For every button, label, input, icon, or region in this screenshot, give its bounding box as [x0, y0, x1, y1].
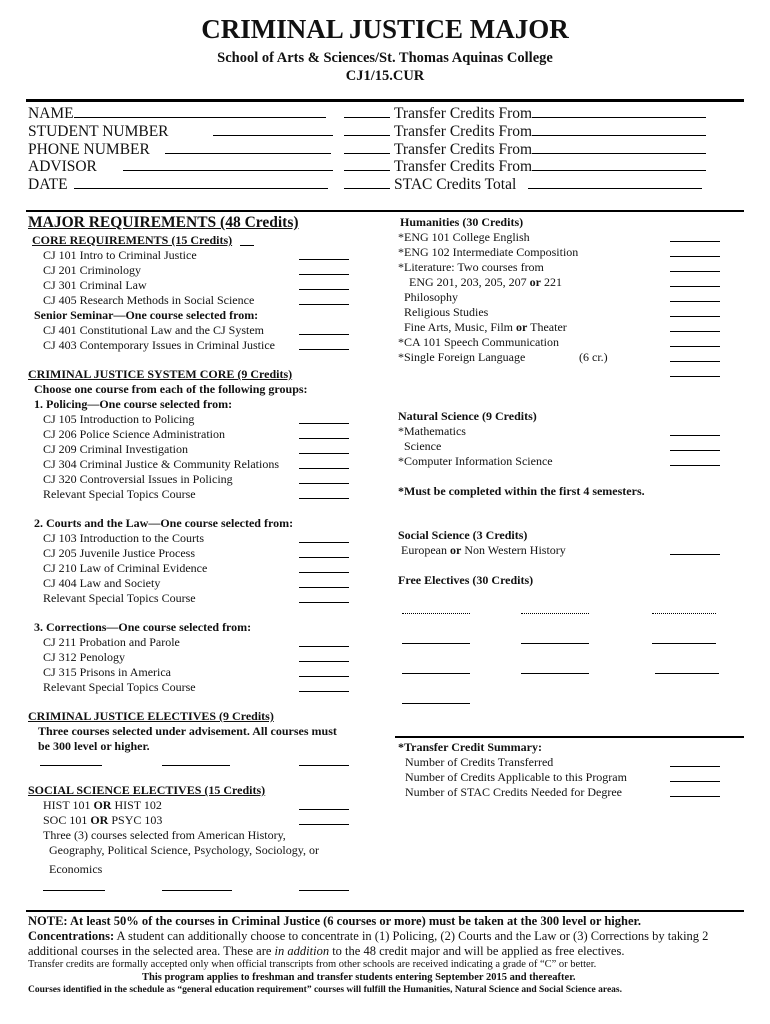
course-cj103: CJ 103 Introduction to the Courts	[43, 531, 204, 545]
ss-electives-text-2: Geography, Political Science, Psychology, Sociology, or	[49, 843, 319, 857]
stac-credits-total[interactable]	[344, 175, 702, 194]
four-semester-note: *Must be completed within the first 4 semesters.	[398, 484, 645, 498]
stac-credits-label: STAC Credits Total	[394, 176, 517, 193]
transfer-from-label: Transfer Credits From	[394, 158, 533, 175]
natural-science-heading: Natural Science (9 Credits)	[398, 409, 537, 423]
heading-underline	[240, 245, 254, 246]
mathematics: *Mathematics	[398, 424, 466, 438]
course-cj201: CJ 201 Criminology	[43, 263, 142, 277]
transfer-from-1[interactable]	[344, 104, 706, 123]
science: Science	[404, 439, 442, 453]
transfer-from-2[interactable]	[344, 122, 706, 141]
literature-requirement: *Literature: Two courses from	[398, 260, 544, 274]
course-special-topics-2: Relevant Special Topics Course	[43, 591, 196, 605]
course-cj105: CJ 105 Introduction to Policing	[43, 412, 195, 426]
phone-number-label: PHONE NUMBER	[28, 141, 150, 158]
history-option: European or Non Western History	[401, 543, 566, 557]
philosophy: Philosophy	[404, 290, 459, 304]
course-cj210: CJ 210 Law of Criminal Evidence	[43, 561, 208, 575]
transfer-from-label: Transfer Credits From	[394, 141, 533, 158]
transfer-note: Transfer credits are formally accepted only when official transcripts from other schools are received indicating a grade of “C” or better.	[28, 959, 597, 970]
group1-heading: 1. Policing—One course selected from:	[34, 397, 233, 411]
course-cj205: CJ 205 Juvenile Justice Process	[43, 546, 195, 560]
senior-seminar-heading: Senior Seminar—One course selected from:	[34, 308, 259, 322]
cj-electives-heading: CRIMINAL JUSTICE ELECTIVES (9 Credits)	[28, 709, 274, 723]
course-cj101: CJ 101 Intro to Criminal Justice	[43, 248, 197, 262]
system-core-intro: Choose one course from each of the following groups:	[34, 382, 308, 396]
date-field[interactable]	[28, 175, 328, 194]
student-number-label: STUDENT NUMBER	[28, 123, 169, 140]
group2-heading: 2. Courts and the Law—One course selected from:	[34, 516, 294, 530]
form-code: CJ1/15.CUR	[345, 68, 425, 84]
info-divider	[26, 210, 744, 212]
core-requirements-heading: CORE REQUIREMENTS (15 Credits)	[32, 233, 233, 247]
course-cj301: CJ 301 Criminal Law	[43, 278, 147, 292]
fine-arts: Fine Arts, Music, Film or Theater	[404, 320, 567, 334]
page-title: CRIMINAL JUSTICE MAJOR	[201, 14, 569, 44]
cj-electives-text-1: Three courses selected under advisement. All courses must	[38, 724, 337, 738]
course-cj206: CJ 206 Police Science Administration	[43, 427, 225, 441]
ss-electives-heading: SOCIAL SCIENCE ELECTIVES (15 Credits)	[28, 783, 266, 797]
name-label: NAME	[28, 105, 74, 122]
course-cj315: CJ 315 Prisons in America	[43, 665, 171, 679]
concentrations-line-1: Concentrations: A student can additionally choose to concentrate in (1) Policing, (2) Courts and the Law or (3) Corrections by taking 2	[28, 929, 709, 943]
student-number-field[interactable]	[28, 122, 333, 141]
program-note: This program applies to freshman and transfer students entering September 2015 and thereafter.	[142, 972, 576, 983]
foreign-language: *Single Foreign Language	[398, 350, 526, 364]
course-cj404: CJ 404 Law and Society	[43, 576, 161, 590]
course-special-topics-1: Relevant Special Topics Course	[43, 487, 196, 501]
name-field[interactable]	[28, 104, 326, 123]
course-cj312: CJ 312 Penology	[43, 650, 126, 664]
major-requirements-heading: MAJOR REQUIREMENTS (48 Credits)	[28, 214, 299, 231]
course-ca101: *CA 101 Speech Communication	[398, 335, 559, 349]
course-cj401: CJ 401 Constitutional Law and the CJ System	[43, 323, 264, 337]
advisor-field[interactable]	[28, 157, 333, 176]
transfer-from-label: Transfer Credits From	[394, 105, 533, 122]
ss-soc-option: SOC 101 OR PSYC 103	[43, 813, 163, 827]
foreign-language-credits: (6 cr.)	[579, 350, 608, 364]
course-eng101: *ENG 101 College English	[398, 230, 530, 244]
cj-electives-text-2: be 300 level or higher.	[38, 739, 150, 753]
course-cj405: CJ 405 Research Methods in Social Science	[43, 293, 255, 307]
school-name: School of Arts & Sciences/St. Thomas Aquinas College	[217, 50, 553, 66]
system-core-heading: CRIMINAL JUSTICE SYSTEM CORE (9 Credits)	[28, 367, 293, 381]
concentrations-line-2: additional courses in the selected area. These are in addition to the 48 credit major and will be applied as free electives.	[28, 944, 625, 958]
ss-electives-text-3: Economics	[49, 862, 103, 876]
course-cj403: CJ 403 Contemporary Issues in Criminal Justice	[43, 338, 275, 352]
stac-credits-needed: Number of STAC Credits Needed for Degree	[405, 785, 622, 799]
date-label: DATE	[28, 176, 68, 193]
advisor-label: ADVISOR	[28, 158, 97, 175]
course-cj211: CJ 211 Probation and Parole	[43, 635, 180, 649]
course-cj209: CJ 209 Criminal Investigation	[43, 442, 188, 456]
summary-divider	[395, 736, 744, 738]
credits-transferred: Number of Credits Transferred	[405, 755, 554, 769]
header-divider	[26, 99, 744, 102]
note-300-level: NOTE: At least 50% of the courses in Criminal Justice (6 courses or more) must be taken at the 300 level or higher.	[28, 914, 642, 928]
course-cj304: CJ 304 Criminal Justice & Community Relations	[43, 457, 279, 471]
gen-ed-note: Courses identified in the schedule as “general education requirement” courses will fulfill the Humanities, Natural Science and Social Science areas.	[28, 985, 622, 995]
humanities-heading: Humanities (30 Credits)	[400, 215, 524, 229]
ss-hist-option: HIST 101 OR HIST 102	[43, 798, 162, 812]
transfer-summary-heading: *Transfer Credit Summary:	[398, 740, 542, 754]
free-electives-heading: Free Electives (30 Credits)	[398, 573, 534, 587]
notes-divider	[26, 910, 744, 912]
transfer-from-4[interactable]	[344, 157, 706, 176]
course-eng102: *ENG 102 Intermediate Composition	[398, 245, 579, 259]
course-cj320: CJ 320 Controversial Issues in Policing	[43, 472, 233, 486]
social-science-heading: Social Science (3 Credits)	[398, 528, 528, 542]
computer-info-science: *Computer Information Science	[398, 454, 553, 468]
course-special-topics-3: Relevant Special Topics Course	[43, 680, 196, 694]
group3-heading: 3. Corrections—One course selected from:	[34, 620, 252, 634]
ss-electives-text-1: Three (3) courses selected from American History,	[43, 828, 286, 842]
literature-options: ENG 201, 203, 205, 207 or 221	[409, 275, 562, 289]
transfer-from-label: Transfer Credits From	[394, 123, 533, 140]
credits-applicable: Number of Credits Applicable to this Program	[405, 770, 627, 784]
religious-studies: Religious Studies	[404, 305, 489, 319]
